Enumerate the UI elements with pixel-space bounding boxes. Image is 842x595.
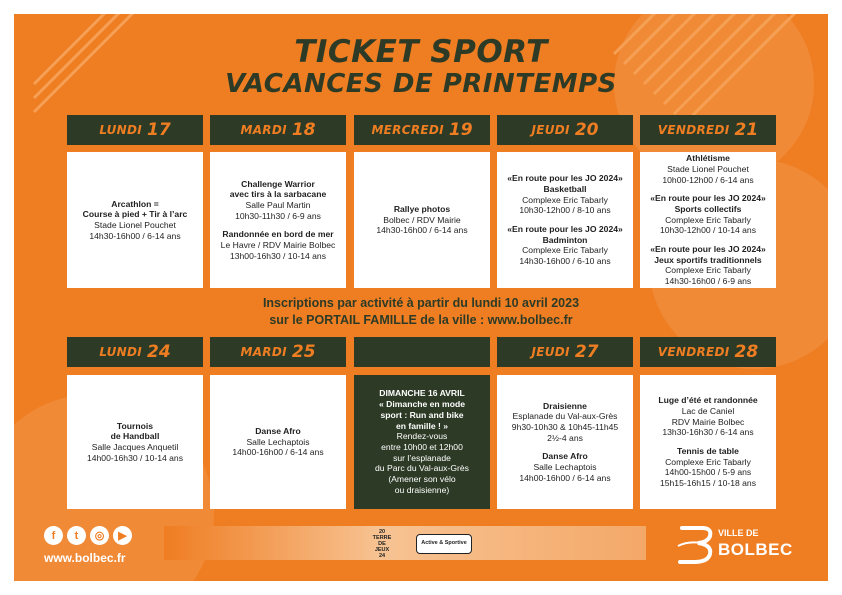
activity [660, 446, 756, 489]
day-name: JEUDI [531, 123, 570, 137]
activity-title: en famille ! » [395, 420, 449, 431]
activity-title: Danse Afro [542, 451, 588, 462]
activity-detail: 14h00-16h00 / 6-14 ans [232, 447, 324, 458]
activity-title: «En route pour les JO 2024» [650, 193, 766, 204]
day-name: VENDREDI [657, 345, 730, 359]
activity-detail: Stade Lionel Pouchet [667, 163, 749, 174]
logo2-line: Active & Sportive [421, 540, 467, 546]
activity-detail: Salle Lechaptois [533, 462, 597, 473]
city-prefix: VILLE DE [718, 528, 759, 538]
day-number: 28 [734, 342, 759, 362]
inscriptions-line-2: sur le PORTAIL FAMILLE de la ville : www.bolbec.fr [269, 313, 573, 327]
activity-title: «En route pour les JO 2024» [507, 173, 623, 184]
activity-detail: 13h00-16h30 / 10-14 ans [229, 250, 327, 261]
activity-cell [67, 375, 203, 509]
day-number: 25 [291, 342, 316, 362]
activity-detail: Rendez-vous [396, 431, 448, 442]
social-links [44, 526, 132, 545]
activity-cell [354, 375, 490, 509]
activity-detail: 10h30-12h00 / 8-10 ans [519, 205, 611, 216]
activity-detail: Complexe Eric Tabarly [522, 194, 608, 205]
activity-cell [67, 152, 203, 288]
day-header [210, 337, 346, 367]
activity-detail: Bolbec / RDV Mairie [383, 214, 461, 225]
activity-detail: 9h30-10h30 & 10h45-11h45 [511, 421, 619, 432]
day-header [67, 115, 203, 145]
activity-detail: (Amener son vélo [388, 474, 456, 485]
activity-detail: Complexe Eric Tabarly [665, 456, 751, 467]
day-name: MERCREDI [371, 123, 444, 137]
activity-detail: 10h30-12h00 / 10-14 ans [659, 225, 757, 236]
poster [14, 14, 828, 581]
activity-cell [640, 152, 776, 288]
activity-title: Sports collectifs [674, 203, 742, 214]
activity [507, 224, 623, 267]
activity-detail: 14h30-16h00 / 6-10 ans [519, 256, 611, 267]
activity-detail: 2½-4 ans [547, 432, 583, 443]
day-header [67, 337, 203, 367]
bolbec-logo [676, 522, 796, 566]
activity-title: Danse Afro [255, 425, 301, 436]
activity-title: Badminton [542, 234, 588, 245]
day-number: 27 [574, 342, 599, 362]
activity-cell [354, 152, 490, 288]
day-header [354, 337, 490, 367]
website-url[interactable]: www.bolbec.fr [44, 551, 126, 565]
activity-detail: 14h00-16h00 / 6-14 ans [519, 472, 611, 483]
activity-detail: Le Havre / RDV Mairie Bolbec [220, 240, 336, 251]
activity-detail: 14h30-16h00 / 6-14 ans [376, 225, 468, 236]
activity [662, 153, 753, 185]
activity [87, 421, 183, 464]
activity-title: DIMANCHE 16 AVRIL [379, 388, 465, 399]
day-name: MARDI [240, 345, 287, 359]
day-number: 17 [147, 120, 171, 140]
activity-title: Luge d’été et randonnée [658, 395, 758, 406]
day-header [640, 337, 776, 367]
day-header [497, 115, 633, 145]
activity [232, 426, 323, 458]
city-name: BOLBEC [718, 540, 793, 559]
activity-detail: sur l’esplanade [393, 452, 451, 463]
day-number: 18 [291, 120, 316, 140]
activity-title: «En route pour les JO 2024» [650, 244, 766, 255]
activity-title: avec tirs à la sarbacane [229, 189, 327, 200]
day-header [497, 337, 633, 367]
activity-cell [210, 152, 346, 288]
activity-title: Tennis de table [677, 446, 739, 456]
activity-detail: 14h30-16h00 / 6-9 ans [664, 276, 752, 287]
activity-cell [497, 152, 633, 288]
activity-detail: Salle Lechaptois [246, 436, 310, 447]
activity-detail: Esplanade du Val-aux-Grès [512, 411, 618, 422]
activity-cell [210, 375, 346, 509]
inscriptions-line-1: Inscriptions par activité à partir du lundi 10 avril 2023 [262, 296, 580, 310]
day-number: 24 [147, 342, 171, 362]
activity [221, 229, 336, 261]
day-number: 20 [574, 120, 599, 140]
activity-title: Randonnée en bord de mer [222, 229, 334, 240]
logo1-line: 24 [378, 553, 386, 559]
activity-title: Course à pied + Tir à l’arc [82, 209, 188, 220]
day-name: LUNDI [99, 345, 143, 359]
activity-title: Tournois [116, 420, 154, 431]
activity-cell [497, 375, 633, 509]
activity-detail: RDV Mairie Bolbec [671, 416, 745, 427]
activity [83, 199, 188, 242]
logo1-line: DE JEUX [374, 541, 390, 553]
facebook-icon[interactable]: f [44, 526, 63, 545]
twitter-icon[interactable]: t [67, 526, 86, 545]
activity-detail: Complexe Eric Tabarly [522, 245, 608, 256]
activity-title: Jeux sportifs traditionnels [654, 254, 762, 265]
activity-detail: 10h30-11h30 / 6-9 ans [235, 210, 321, 221]
activity-title: Challenge Warrior [241, 178, 315, 189]
day-header [210, 115, 346, 145]
activity-title: «En route pour les JO 2024» [507, 224, 623, 234]
activity-title: sport : Run and bike [380, 409, 464, 420]
activity-detail: 14h00-15h00 / 5-9 ans [664, 467, 752, 478]
activity-detail: 10h00-12h00 / 6-14 ans [662, 174, 754, 185]
day-header [640, 115, 776, 145]
activity-detail: Salle Jacques Anquetil [91, 442, 179, 452]
activity [376, 204, 467, 236]
activity [650, 244, 766, 287]
day-name: VENDREDI [657, 123, 730, 137]
activity-title: Rallye photos [393, 203, 451, 214]
activity-detail: Stade Lionel Pouchet [94, 220, 176, 230]
active-sportive-logo [416, 534, 472, 554]
activity-detail: Salle Paul Martin [245, 199, 311, 210]
day-number: 19 [448, 120, 473, 140]
activity-title: Arcathlon = [111, 198, 159, 209]
day-name: LUNDI [99, 123, 143, 137]
activity-detail: 13h30-16h30 / 6-14 ans [662, 427, 754, 438]
title-vacances: VACANCES DE PRINTEMPS [225, 69, 617, 99]
activity-detail: entre 10h00 et 12h00 [381, 442, 463, 452]
day-name: MARDI [240, 123, 287, 137]
footer-logo-bar [164, 526, 646, 560]
instagram-icon[interactable]: ◎ [90, 526, 109, 545]
activity [658, 395, 757, 438]
day-number: 21 [734, 120, 759, 140]
activity-detail: 14h00-16h30 / 10-14 ans [86, 452, 184, 463]
activity [230, 179, 327, 222]
activity-detail: du Parc du Val-aux-Grès [375, 463, 469, 474]
activity [519, 451, 610, 483]
activity-detail: ou draisienne) [394, 484, 450, 495]
activity-title: « Dimanche en mode [379, 399, 465, 410]
logo1-line: TERRE [372, 535, 392, 541]
activity [650, 193, 766, 236]
activity [512, 401, 618, 444]
activity-detail: 15h15-16h15 / 10-18 ans [659, 478, 757, 489]
activity [375, 388, 469, 495]
bolbec-mark-icon [676, 522, 718, 566]
terre-de-jeux-logo [371, 529, 393, 559]
activity-cell [640, 375, 776, 509]
youtube-icon[interactable]: ▶ [113, 526, 132, 545]
activity-title: Basketball [543, 183, 587, 194]
activity-detail: Complexe Eric Tabarly [665, 214, 751, 225]
activity-title: de Handball [110, 431, 160, 442]
day-name: JEUDI [531, 345, 570, 359]
logo1-line: 20 [378, 529, 386, 535]
day-header [354, 115, 490, 145]
activity-detail: Lac de Caniel [681, 405, 735, 416]
activity-title: Athlétisme [686, 153, 730, 164]
activity-detail: Complexe Eric Tabarly [665, 265, 751, 276]
activity-detail: 14h30-16h00 / 6-14 ans [89, 230, 181, 241]
activity [507, 173, 623, 216]
activity-title: Draisienne [543, 400, 587, 411]
title-ticket-sport: TICKET SPORT [294, 34, 548, 70]
